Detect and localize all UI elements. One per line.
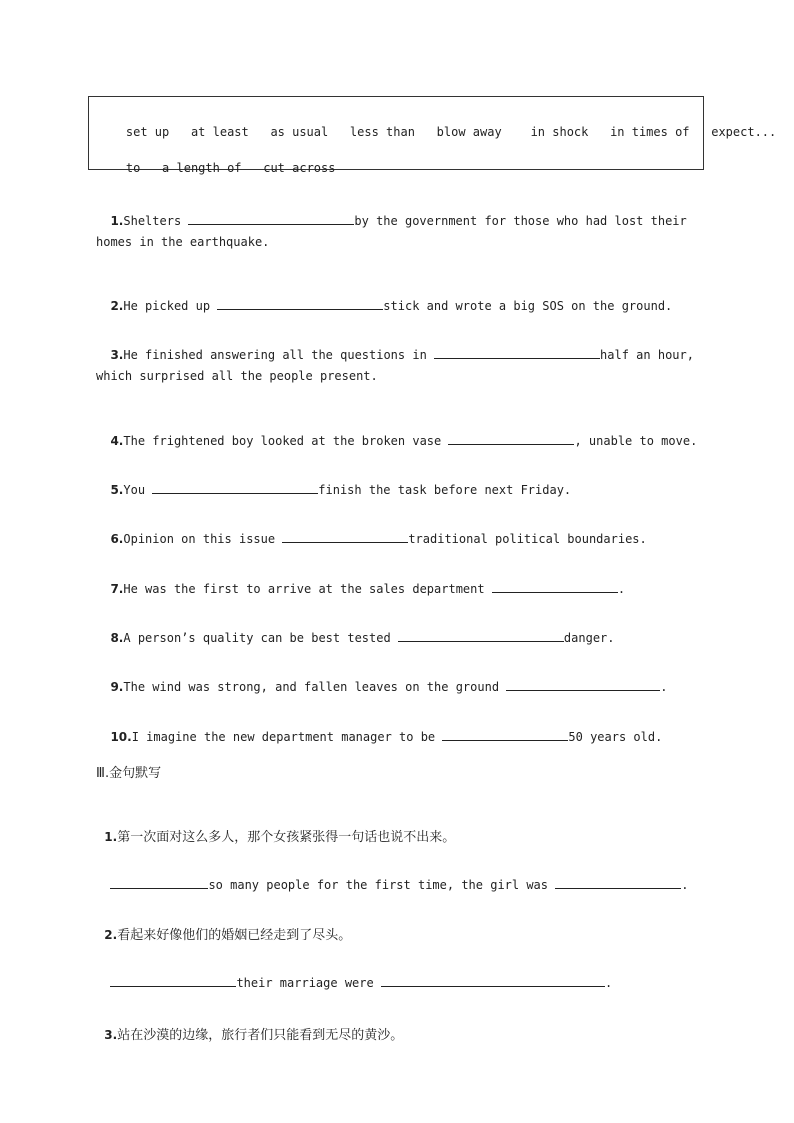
answer-blank[interactable] bbox=[506, 679, 660, 691]
exercise-text-before: He was the first to arrive at the sales department bbox=[123, 582, 492, 596]
exercise-6 bbox=[96, 517, 647, 546]
answer-blank[interactable] bbox=[442, 729, 568, 741]
exercise-3 bbox=[96, 333, 694, 362]
chinese-text: 站在沙漠的边缘，旅行者们只能看到无尽的黄沙。 bbox=[117, 1028, 404, 1043]
exercise-number: 4. bbox=[110, 434, 124, 448]
exercise-5 bbox=[96, 468, 571, 497]
exercise-text-after: 50 years old. bbox=[568, 730, 663, 744]
answer-blank[interactable] bbox=[188, 213, 354, 225]
phrase: a length of bbox=[162, 161, 242, 175]
exercise-text-before: The wind was strong, and fallen leaves on the ground bbox=[123, 680, 507, 694]
sentence-number: 1. bbox=[104, 830, 118, 844]
exercise-text-after: half an hour, bbox=[600, 348, 694, 362]
exercise-1 bbox=[96, 199, 687, 228]
exercise-text-after: finish the task before next Friday. bbox=[318, 483, 572, 497]
exercise-number: 8. bbox=[110, 631, 124, 645]
english-text-mid: so many people for the first time, the girl was bbox=[208, 878, 556, 892]
sentence-2-english bbox=[96, 961, 612, 990]
phrase: in times of bbox=[610, 125, 690, 139]
phrase: expect... bbox=[711, 125, 777, 139]
exercise-7 bbox=[96, 567, 625, 596]
exercise-text-before: The frightened boy looked at the broken vase bbox=[123, 434, 449, 448]
phrase: less than bbox=[349, 125, 415, 139]
exercise-number: 10. bbox=[110, 730, 132, 744]
answer-blank[interactable] bbox=[217, 298, 383, 310]
phrase: blow away bbox=[436, 125, 502, 139]
exercise-text-after: , unable to move. bbox=[574, 434, 698, 448]
exercise-text-before: He finished answering all the questions in bbox=[123, 348, 435, 362]
exercise-number: 2. bbox=[110, 299, 124, 313]
phrase: at least bbox=[190, 125, 249, 139]
phrase: set up bbox=[125, 125, 170, 139]
exercise-text-after: by the government for those who had lost their bbox=[354, 214, 687, 228]
exercise-number: 3. bbox=[110, 348, 124, 362]
exercise-text-after: stick and wrote a big SOS on the ground. bbox=[383, 299, 673, 313]
answer-blank[interactable] bbox=[398, 630, 564, 642]
exercise-text-before: I imagine the new department manager to be bbox=[131, 730, 443, 744]
exercise-number: 7. bbox=[110, 582, 124, 596]
answer-blank[interactable] bbox=[110, 975, 236, 987]
exercise-text-after: traditional political boundaries. bbox=[408, 532, 647, 546]
exercise-text-after: . bbox=[617, 582, 626, 596]
answer-blank[interactable] bbox=[381, 975, 605, 987]
sentence-number: 3. bbox=[104, 1028, 118, 1042]
sentence-2-chinese bbox=[96, 909, 351, 943]
answer-blank[interactable] bbox=[434, 347, 600, 359]
exercise-text-before: He picked up bbox=[123, 299, 218, 313]
exercise-text-before: Shelters bbox=[123, 214, 189, 228]
sentence-number: 2. bbox=[104, 928, 118, 942]
exercise-3-continued: which surprised all the people present. bbox=[96, 369, 378, 383]
exercise-10 bbox=[96, 715, 662, 744]
exercise-text-before: You bbox=[123, 483, 153, 497]
chinese-text: 看起来好像他们的婚姻已经走到了尽头。 bbox=[117, 928, 352, 943]
exercise-text-after: danger. bbox=[563, 631, 615, 645]
answer-blank[interactable] bbox=[282, 531, 408, 543]
exercise-number: 5. bbox=[110, 483, 124, 497]
exercise-number: 6. bbox=[110, 532, 124, 546]
exercise-9 bbox=[96, 665, 668, 694]
answer-blank[interactable] bbox=[448, 433, 574, 445]
answer-blank[interactable] bbox=[492, 581, 618, 593]
phrase: in shock bbox=[530, 125, 589, 139]
exercise-text-before: A person’s quality can be best tested bbox=[123, 631, 398, 645]
sentence-3-chinese bbox=[96, 1009, 403, 1043]
phrase: cut across bbox=[263, 161, 336, 175]
sentence-1-chinese bbox=[96, 811, 455, 845]
answer-blank[interactable] bbox=[555, 877, 681, 889]
exercise-1-continued: homes in the earthquake. bbox=[96, 235, 270, 249]
exercise-4 bbox=[96, 419, 697, 448]
exercise-8 bbox=[96, 616, 615, 645]
answer-blank[interactable] bbox=[152, 482, 318, 494]
word-box-row-2 bbox=[97, 147, 335, 189]
answer-blank[interactable] bbox=[110, 877, 208, 889]
sentence-1-english bbox=[96, 863, 688, 892]
phrase: to bbox=[125, 161, 141, 175]
exercise-text-after: . bbox=[660, 680, 668, 694]
exercise-text-before: Opinion on this issue bbox=[123, 532, 283, 546]
word-box bbox=[88, 96, 777, 175]
english-text-end: . bbox=[604, 976, 613, 990]
english-text-mid: their marriage were bbox=[236, 976, 381, 990]
exercise-2 bbox=[96, 284, 672, 313]
chinese-text: 第一次面对这么多人，那个女孩紧张得一句话也说不出来。 bbox=[117, 830, 456, 845]
exercise-number: 1. bbox=[110, 214, 124, 228]
phrase: as usual bbox=[270, 125, 329, 139]
exercise-number: 9. bbox=[110, 680, 124, 694]
english-text-end: . bbox=[681, 878, 689, 892]
section-title: Ⅲ.金句默写 bbox=[96, 766, 162, 781]
